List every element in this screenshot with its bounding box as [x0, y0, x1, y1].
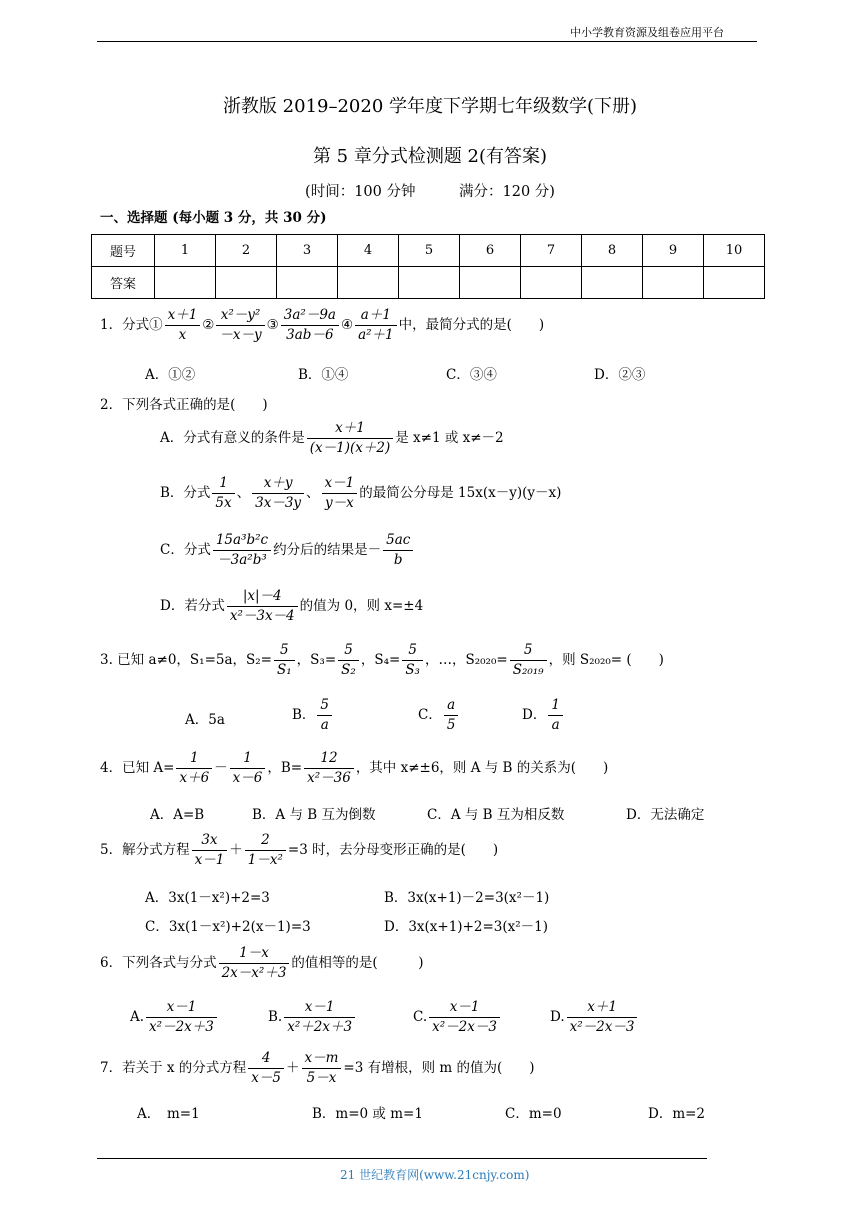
fraction: $\frac{5}{\text{S₁}}$ — [274, 643, 295, 678]
fraction: $\frac{a}{5}$ — [444, 698, 459, 733]
fraction: $\frac{x+y}{3x-3y}$ — [252, 476, 304, 511]
fraction: $\frac{x-1}{\text{x²－2x－3}}$ — [429, 1000, 500, 1035]
question-1-stem: 1．分式① $\frac{x+1}{x}$ ② $\frac{\text{x²－y²}}{-x-y}$ ③ $\frac{\text{3a²－9a}}{3ab-6}$ ④ $\frac{a+1}{\text{a²＋1}}$ 中，最简分式的是( ) — [100, 307, 545, 343]
fraction: $\frac{2}{\text{1－x²}}$ — [245, 833, 286, 868]
fraction: $\frac{1}{a}$ — [548, 698, 563, 733]
q2-option-c[interactable]: C．分式 $\frac{\text{15a³b²c}}{\text{－3a²b³}}$ 约分后的结果是－ $\frac{5ac}{b}$ — [160, 533, 415, 568]
answer-cell[interactable] — [460, 267, 521, 299]
answer-table — [91, 234, 765, 299]
answer-cell[interactable] — [582, 267, 643, 299]
answer-cell[interactable] — [521, 267, 582, 299]
q6-option-a[interactable]: A. $\frac{x-1}{\text{x²－2x＋3}}$ — [130, 1000, 219, 1035]
fraction: $\frac{12}{\text{x²－36}}$ — [304, 751, 354, 786]
q4-option-b[interactable]: B．A 与 B 互为倒数 — [252, 807, 376, 823]
fraction: $\frac{1-x}{\text{2x－x²＋3}}$ — [219, 946, 290, 981]
answer-cell[interactable] — [399, 267, 460, 299]
q1-option-b[interactable]: B．①④ — [298, 367, 349, 383]
q2-option-a[interactable]: A．分式有意义的条件是 $\frac{x+1}{(x-1)(x+2)}$ 是 x≠1 或 x≠－2 — [160, 420, 504, 456]
q4-option-a[interactable]: A．A=B — [150, 807, 205, 823]
answer-cell[interactable] — [338, 267, 399, 299]
paper-subtitle: 第 5 章分式检测题 2(有答案) — [312, 146, 548, 167]
fraction: $\frac{x+1}{x}$ — [165, 308, 201, 343]
table-cell: 4 — [338, 235, 399, 267]
q5-option-d[interactable]: D．3x(x+1)+2=3(x²－1) — [384, 919, 549, 935]
header-divider — [97, 41, 757, 42]
question-3-stem: 3. 已知 a≠0，S₁=5a，S₂= $\frac{5}{\text{S₁}}$ ，S₃= $\frac{5}{\text{S₂}}$ ，S₄= $\frac{5}{\text{S₃}}$ ，…，S₂₀₂₀= $\frac{5}{\text{S₂₀₁₉}}$ ，则 S₂₀₂₀= ( ) — [100, 642, 664, 678]
table-cell: 题号 — [92, 235, 155, 267]
q6-option-c[interactable]: C. $\frac{x-1}{\text{x²－2x－3}}$ — [413, 1000, 502, 1035]
section-heading: 一、选择题 (每小题 3 分，共 30 分) — [100, 210, 327, 226]
question-6-stem: 6．下列各式与分式 $\frac{1-x}{\text{2x－x²＋3}}$ 的值相等的是( ) — [100, 945, 424, 981]
fraction: $\frac{x-1}{\text{x²－2x＋3}}$ — [146, 1000, 217, 1035]
q5-option-a[interactable]: A．3x(1－x²)+2=3 — [145, 890, 270, 906]
answer-table-header-row — [92, 235, 765, 267]
fraction: $\frac{4}{x-5}$ — [248, 1051, 284, 1086]
fraction: $\frac{x-1}{\text{x²＋2x＋3}}$ — [284, 1000, 355, 1035]
q6-option-b[interactable]: B. $\frac{x-1}{\text{x²＋2x＋3}}$ — [268, 1000, 357, 1035]
fraction: $\frac{5}{\text{S₂₀₁₉}}$ — [510, 643, 547, 678]
fraction: $\frac{1}{5x}$ — [212, 476, 234, 511]
fraction: $\frac{x-1}{y-x}$ — [322, 476, 358, 511]
fraction: $\frac{5}{\text{S₃}}$ — [402, 643, 423, 678]
answer-cell[interactable] — [277, 267, 338, 299]
q1-option-a[interactable]: A．①② — [145, 367, 196, 383]
table-cell: 3 — [277, 235, 338, 267]
q7-option-a[interactable]: A． m=1 — [137, 1106, 200, 1122]
q5-option-c[interactable]: C．3x(1－x²)+2(x－1)=3 — [145, 919, 311, 935]
q3-option-a[interactable]: A．5a — [185, 712, 225, 728]
q3-option-c[interactable]: C． $\frac{a}{5}$ — [418, 698, 460, 733]
q2-option-b[interactable]: B．分式 $\frac{1}{5x}$ 、 $\frac{x+y}{3x-3y}$ 、 $\frac{x-1}{y-x}$ 的最简公分母是 15x(x－y)(y－x) — [160, 475, 562, 511]
fraction: $\frac{1}{x-6}$ — [230, 751, 266, 786]
table-cell: 10 — [704, 235, 765, 267]
q3-option-b[interactable]: B． $\frac{5}{a}$ — [292, 698, 334, 733]
fraction: $\frac{5}{a}$ — [317, 698, 332, 733]
fraction: $\frac{5ac}{b}$ — [383, 533, 413, 568]
fraction: $\frac{1}{x+6}$ — [176, 751, 212, 786]
paper-title: 浙教版 2019–2020 学年度下学期七年级数学(下册) — [222, 96, 638, 117]
fraction: $\frac{\text{15a³b²c}}{\text{－3a²b³}}$ — [213, 533, 271, 568]
footer-link[interactable]: 21 世纪教育网(www.21cnjy.com) — [340, 1168, 530, 1182]
q4-option-c[interactable]: C．A 与 B 互为相反数 — [427, 807, 565, 823]
q5-option-b[interactable]: B．3x(x+1)－2=3(x²－1) — [384, 890, 550, 906]
q7-option-b[interactable]: B．m=0 或 m=1 — [312, 1106, 423, 1122]
table-cell: 8 — [582, 235, 643, 267]
table-cell: 9 — [643, 235, 704, 267]
q2-option-d[interactable]: D．若分式 $\frac{|x|-4}{\text{x²－3x－4}}$ 的值为 0，则 x=±4 — [160, 588, 424, 624]
fraction: $\frac{x+1}{(x-1)(x+2)}$ — [307, 421, 393, 456]
fraction: $\frac{5}{\text{S₂}}$ — [338, 643, 359, 678]
q7-option-d[interactable]: D．m=2 — [648, 1106, 706, 1122]
fraction: $\frac{a+1}{\text{a²＋1}}$ — [355, 308, 397, 343]
fraction: $\frac{x-m}{5-x}$ — [302, 1051, 342, 1086]
q4-option-d[interactable]: D．无法确定 — [626, 807, 705, 823]
fraction: $\frac{\text{x²－y²}}{-x-y}$ — [216, 308, 264, 343]
q3-option-d[interactable]: D． $\frac{1}{a}$ — [522, 698, 565, 733]
question-4-stem: 4．已知 A= $\frac{1}{x+6}$ － $\frac{1}{x-6}$ ，B= $\frac{12}{\text{x²－36}}$ ，其中 x≠±6，则 A 与 B 的关系为( ) — [100, 750, 609, 786]
question-7-stem: 7．若关于 x 的分式方程 $\frac{4}{x-5}$ ＋ $\frac{x-m}{5-x}$ =3 有增根，则 m 的值为( ) — [100, 1050, 535, 1086]
answer-cell[interactable] — [216, 267, 277, 299]
question-2-stem: 2．下列各式正确的是( ) — [100, 397, 268, 413]
table-cell: 5 — [399, 235, 460, 267]
answer-cell[interactable] — [155, 267, 216, 299]
answer-table-answer-row — [92, 267, 765, 299]
table-cell: 7 — [521, 235, 582, 267]
exam-meta: (时间：100 分钟 满分：120 分) — [305, 184, 555, 200]
fraction: $\frac{\text{3a²－9a}}{3ab-6}$ — [281, 308, 339, 343]
fraction: $\frac{|x|-4}{\text{x²－3x－4}}$ — [227, 589, 298, 624]
footer-divider — [97, 1158, 707, 1159]
q1-option-d[interactable]: D．②③ — [594, 367, 646, 383]
table-cell: 6 — [460, 235, 521, 267]
q7-option-c[interactable]: C．m=0 — [505, 1106, 562, 1122]
platform-header: 中小学教育资源及组卷应用平台 — [570, 26, 724, 39]
table-cell: 1 — [155, 235, 216, 267]
fraction: $\frac{3x}{x-1}$ — [192, 833, 228, 868]
q1-option-c[interactable]: C．③④ — [446, 367, 497, 383]
answer-cell[interactable] — [643, 267, 704, 299]
question-5-stem: 5．解分式方程 $\frac{3x}{x-1}$ ＋ $\frac{2}{\text{1－x²}}$ =3 时，去分母变形正确的是( ) — [100, 832, 499, 868]
q6-option-d[interactable]: D. $\frac{x+1}{\text{x²－2x－3}}$ — [550, 1000, 639, 1035]
table-cell: 2 — [216, 235, 277, 267]
fraction: $\frac{x+1}{\text{x²－2x－3}}$ — [567, 1000, 638, 1035]
table-cell: 答案 — [92, 267, 155, 299]
answer-cell[interactable] — [704, 267, 765, 299]
